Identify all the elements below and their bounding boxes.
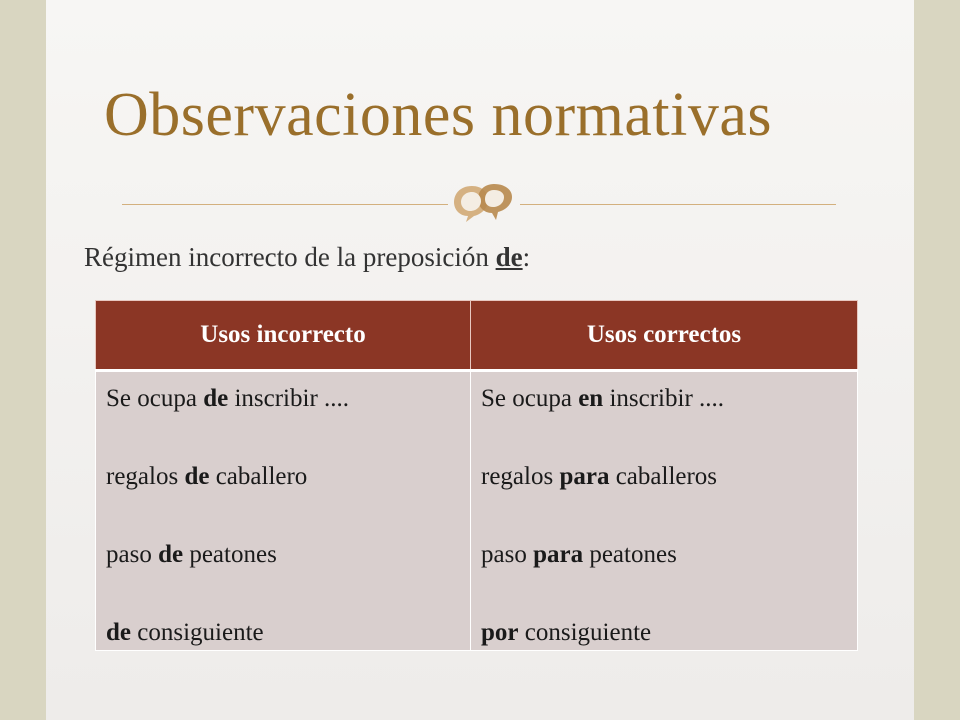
usage-table (95, 300, 858, 651)
slide-title: Observaciones normativas (104, 81, 772, 149)
list-item (481, 382, 857, 460)
divider-right (520, 204, 836, 205)
table-row (96, 371, 858, 651)
subtitle-text: Régimen incorrecto de la preposición (84, 242, 496, 272)
text-pre: paso (106, 541, 159, 568)
quote-ornament-icon (448, 180, 520, 224)
text-post: peatones (583, 541, 677, 568)
text-pre: Se ocupa (481, 385, 579, 412)
text-keyword: de (158, 541, 184, 568)
text-keyword: en (578, 385, 604, 412)
text-post: consiguiente (131, 619, 264, 646)
list-item (106, 538, 470, 616)
header-incorrect: Usos incorrecto (96, 301, 471, 371)
subtitle-keyword: de (495, 242, 523, 272)
list-item (106, 460, 470, 538)
text-pre: paso (481, 541, 534, 568)
list-item (481, 538, 857, 616)
text-post: caballero (209, 463, 308, 490)
text-pre: Se ocupa (106, 385, 204, 412)
divider-left (122, 204, 448, 205)
list-item (481, 616, 857, 650)
text-post: inscribir .... (603, 385, 725, 412)
text-post: consiguiente (518, 619, 652, 646)
text-keyword: de (106, 619, 131, 646)
text-pre: regalos (106, 463, 185, 490)
text-keyword: por (481, 619, 519, 646)
list-item (106, 382, 470, 460)
text-post: inscribir .... (228, 385, 350, 412)
table-header-row (96, 301, 858, 371)
correct-cell (471, 371, 858, 651)
subtitle-suffix: : (522, 242, 531, 272)
text-keyword: de (203, 385, 229, 412)
header-correct: Usos correctos (471, 301, 858, 371)
subtitle (84, 242, 530, 273)
text-post: peatones (183, 541, 277, 568)
list-item (481, 460, 857, 538)
text-post: caballeros (609, 463, 718, 490)
text-keyword: para (533, 541, 584, 568)
text-keyword: de (184, 463, 210, 490)
list-item (106, 616, 470, 650)
text-keyword: para (559, 463, 610, 490)
incorrect-cell (96, 371, 471, 651)
text-pre: regalos (481, 463, 560, 490)
